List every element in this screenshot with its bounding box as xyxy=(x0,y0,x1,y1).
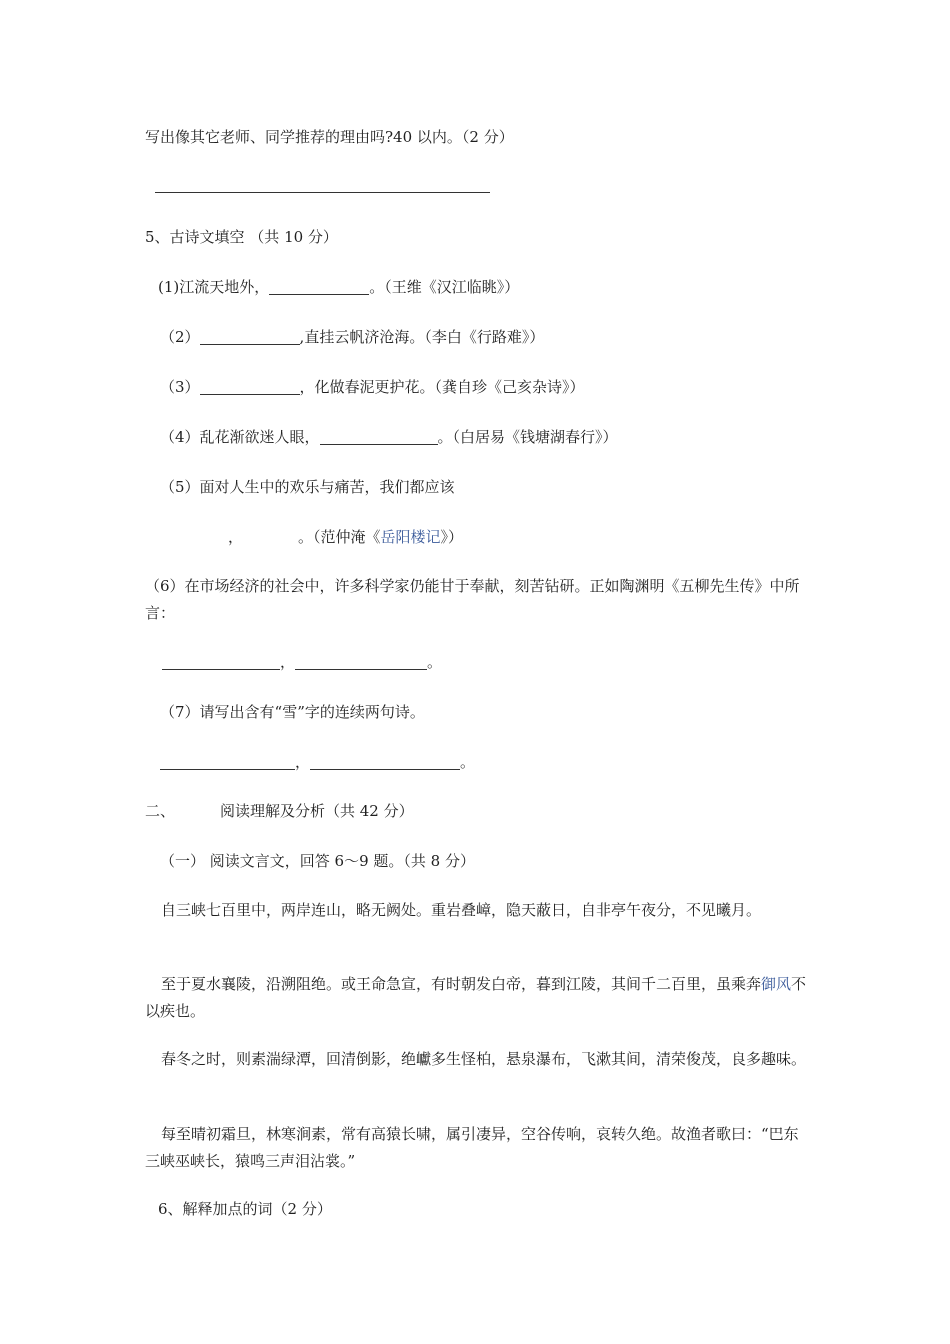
item-2-head: （2） xyxy=(160,328,200,346)
answer-line xyxy=(155,192,490,193)
answer-blank xyxy=(295,653,427,670)
passage-paragraph-3: 春冬之时，则素湍绿潭，回清倒影，绝巘多生怪柏，悬泉瀑布，飞漱其间，清荣俊茂，良多趣味。 xyxy=(161,1050,807,1068)
item-7: （7）请写出含有“雪”字的连续两句诗。 xyxy=(160,703,425,721)
section-2-title: 阅读理解及分析（共 42 分） xyxy=(220,802,414,820)
section-2-number: 二、 xyxy=(145,802,176,820)
item-3-head: （3） xyxy=(160,378,200,396)
item-5-comma: ， xyxy=(228,528,244,546)
item-3-tail: ，化做春泥更护花。（龚自珍《己亥杂诗》） xyxy=(299,378,585,396)
item-3 xyxy=(160,376,585,398)
item-6-answer xyxy=(162,651,442,673)
item-4-head: （4）乱花渐欲迷人眼， xyxy=(160,428,320,446)
passage-paragraph-4: 每至晴初霜旦，林寒涧素，常有高猿长啸，属引凄异，空谷传响，哀转久绝。故渔者歌曰：“巴东三峡巫峡长，猿鸣三声泪沾裳。” xyxy=(145,1125,799,1170)
paragraph-2-text-b: 不以疾也。 xyxy=(145,975,807,1020)
answer-blank xyxy=(200,378,300,395)
item-7-answer xyxy=(160,751,475,773)
answer-blank xyxy=(269,278,369,295)
answer-blank xyxy=(310,753,460,770)
answer-blank xyxy=(200,328,300,345)
item-7-comma: ， xyxy=(295,753,311,771)
question-4-tail: 写出像其它老师、同学推荐的理由吗?40 以内。（2 分） xyxy=(145,128,514,146)
item-4 xyxy=(160,426,618,448)
question-6-title: 6、解释加点的词（2 分） xyxy=(158,1200,332,1218)
item-1-head: (1)江流天地外， xyxy=(158,278,270,296)
item-5-source-head: 。（范仲淹《 xyxy=(298,528,381,546)
yufeng-link[interactable]: 御风 xyxy=(761,975,792,993)
item-5-source-tail: 》） xyxy=(440,528,464,546)
answer-blank xyxy=(320,428,438,445)
answer-blank xyxy=(162,653,280,670)
passage-paragraph-1: 自三峡七百里中，两岸连山，略无阙处。重岩叠嶂，隐天蔽日，自非亭午夜分，不见曦月。 xyxy=(161,901,762,919)
item-5: （5）面对人生中的欢乐与痛苦，我们都应该 xyxy=(160,478,455,496)
answer-blank xyxy=(160,753,295,770)
yueyang-tower-link[interactable]: 岳阳楼记 xyxy=(380,528,441,546)
item-4-tail: 。（白居易《钱塘湖春行》） xyxy=(437,428,618,446)
item-7-end: 。 xyxy=(460,753,476,771)
paragraph-2-text-a: 至于夏水襄陵，沿溯阻绝。或王命急宣，有时朝发白帝，暮到江陵，其间千二百里，虽乘奔 xyxy=(161,975,762,993)
item-1 xyxy=(158,276,519,298)
section-5-title: 5、古诗文填空 （共 10 分） xyxy=(145,228,338,246)
item-2-tail: ,直挂云帆济沧海。（李白《行路难》） xyxy=(299,328,545,346)
subsection-1-title: （一） 阅读文言文，回答 6～9 题。（共 8 分） xyxy=(160,852,475,870)
passage-paragraph-2 xyxy=(145,971,810,1025)
item-1-tail: 。（王维《汉江临眺》） xyxy=(369,278,520,296)
item-6-comma: ， xyxy=(280,653,296,671)
item-2 xyxy=(160,326,544,348)
item-6: （6）在市场经济的社会中，许多科学家仍能甘于奉献，刻苦钻研。正如陶渊明《五柳先生传》中所言： xyxy=(145,577,800,622)
item-6-end: 。 xyxy=(427,653,443,671)
item-5-source xyxy=(298,526,463,548)
